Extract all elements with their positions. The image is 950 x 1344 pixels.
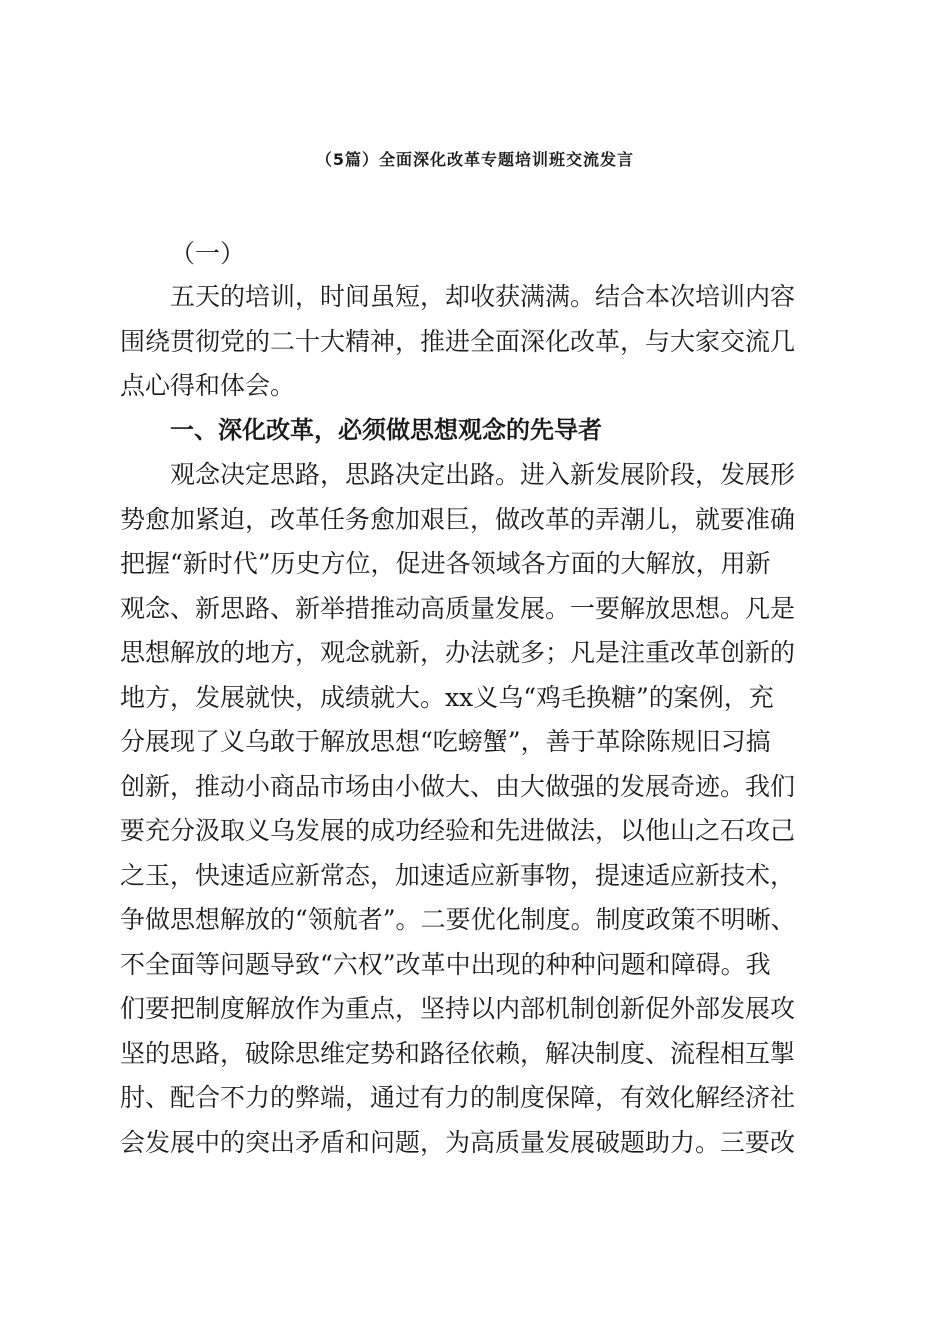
intro-line: 围绕贯彻党的二十大精神，推进全面深化改革，与大家交流几 xyxy=(120,327,796,356)
body-line: 创新，推动小商品市场由小做大、由大做强的发展奇迹。我们 xyxy=(120,772,796,801)
document-title: （5篇）全面深化改革专题培训班交流发言 xyxy=(315,150,635,169)
body-line: 分展现了义乌敢于解放思想“吃螃蟹”，善于革除陈规旧习搞 xyxy=(120,727,771,756)
body-line: 会发展中的突出矛盾和问题，为高质量发展破题助力。三要改 xyxy=(120,1128,796,1157)
body-line: 争做思想解放的“领航者”。二要优化制度。制度政策不明晰、 xyxy=(120,905,796,934)
body-line: 把握“新时代”历史方位，促进各领域各方面的大解放，用新 xyxy=(120,549,771,578)
body-line: 肘、配合不力的弊端，通过有力的制度保障，有效化解经济社 xyxy=(120,1083,796,1112)
body-line: 不全面等问题导致“六权”改革中出现的种种问题和障碍。我 xyxy=(120,950,771,979)
section-heading: 一、深化改革，必须做思想观念的先导者 xyxy=(170,416,602,444)
intro-line: 点心得和体会。 xyxy=(120,371,296,400)
section-marker: （一） xyxy=(170,239,246,268)
body-line: 地方，发展就快，成绩就大。xx义乌“鸡毛换糖”的案例，充 xyxy=(120,683,774,712)
body-line: 坚的思路，破除思维定势和路径依赖，解决制度、流程相互掣 xyxy=(120,1039,796,1068)
intro-line: 五天的培训，时间虽短，却收获满满。结合本次培训内容 xyxy=(170,282,796,311)
body-line: 势愈加紧迫，改革任务愈加艰巨，做改革的弄潮儿，就要准确 xyxy=(120,505,796,534)
body-line: 观念、新思路、新举措推动高质量发展。一要解放思想。凡是 xyxy=(120,594,796,623)
body-line: 思想解放的地方，观念就新，办法就多；凡是注重改革创新的 xyxy=(120,638,796,667)
body-line: 之玉，快速适应新常态，加速适应新事物，提速适应新技术， xyxy=(120,861,796,890)
body-line: 们要把制度解放作为重点，坚持以内部机制创新促外部发展攻 xyxy=(120,994,796,1023)
body-line: 观念决定思路，思路决定出路。进入新发展阶段，发展形 xyxy=(170,460,796,489)
body-line: 要充分汲取义乌发展的成功经验和先进做法，以他山之石攻己 xyxy=(120,816,796,845)
